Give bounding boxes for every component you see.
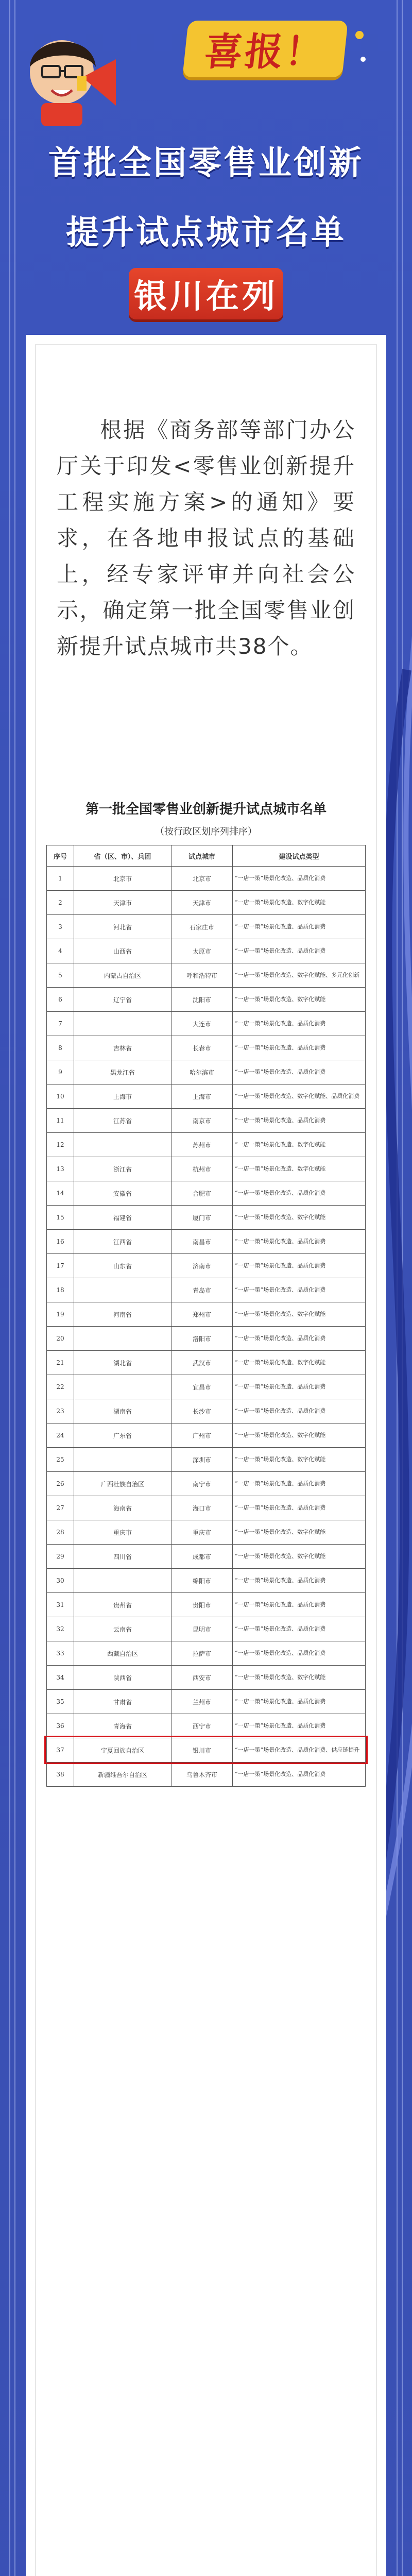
table-header-row — [47, 845, 366, 867]
table-row — [47, 1448, 366, 1472]
cell-city: 银川市 — [171, 1738, 233, 1762]
cell-no: 19 — [47, 1302, 74, 1327]
table-row — [47, 1351, 366, 1375]
document-card — [26, 335, 386, 2576]
cell-province: 上海市 — [74, 1084, 171, 1109]
table-row — [47, 1762, 366, 1787]
cell-no: 22 — [47, 1375, 74, 1399]
cell-type: “一店一策”场景化改造、品质化消费 — [233, 1375, 366, 1399]
cell-type: “一店一策”场景化改造、数字化赋能 — [233, 1133, 366, 1157]
cell-type: “一店一策”场景化改造、品质化消费 — [233, 1593, 366, 1617]
cell-city: 拉萨市 — [171, 1641, 233, 1666]
cell-type: “一店一策”场景化改造、数字化赋能 — [233, 1448, 366, 1472]
cell-province: 安徽省 — [74, 1181, 171, 1206]
cell-no: 29 — [47, 1545, 74, 1569]
cell-no: 12 — [47, 1133, 74, 1157]
table-row — [47, 1254, 366, 1278]
cell-type: “一店一策”场景化改造、品质化消费 — [233, 1060, 366, 1084]
cell-type: “一店一策”场景化改造、数字化赋能 — [233, 1666, 366, 1690]
cell-type: “一店一策”场景化改造、数字化赋能 — [233, 1520, 366, 1545]
cell-province: 吉林省 — [74, 1036, 171, 1060]
cell-no: 3 — [47, 915, 74, 939]
cell-no: 13 — [47, 1157, 74, 1181]
cell-province: 湖北省 — [74, 1351, 171, 1375]
cell-province: 江西省 — [74, 1230, 171, 1254]
cell-no: 15 — [47, 1206, 74, 1230]
cell-city: 西宁市 — [171, 1714, 233, 1738]
table-row — [47, 1230, 366, 1254]
table-row — [47, 1060, 366, 1084]
table-row — [47, 1690, 366, 1714]
cell-province: 天津市 — [74, 891, 171, 915]
cell-city: 厦门市 — [171, 1206, 233, 1230]
cell-no: 5 — [47, 963, 74, 988]
cell-province: 内蒙古自治区 — [74, 963, 171, 988]
cell-province: 陕西省 — [74, 1666, 171, 1690]
cell-type: “一店一策”场景化改造、品质化消费 — [233, 1327, 366, 1351]
cell-province: 浙江省 — [74, 1157, 171, 1181]
cell-city: 洛阳市 — [171, 1327, 233, 1351]
cell-province: 广西壮族自治区 — [74, 1472, 171, 1496]
cell-type: “一店一策”场景化改造、数字化赋能、多元化创新 — [233, 963, 366, 988]
cell-type: “一店一策”场景化改造、品质化消费 — [233, 1762, 366, 1787]
mascot-with-megaphone-icon — [21, 15, 124, 129]
cell-no: 35 — [47, 1690, 74, 1714]
table-row — [47, 963, 366, 988]
cell-city: 南京市 — [171, 1109, 233, 1133]
cell-city: 贵阳市 — [171, 1593, 233, 1617]
cell-no: 27 — [47, 1496, 74, 1520]
cell-province: 青海省 — [74, 1714, 171, 1738]
cell-city: 青岛市 — [171, 1278, 233, 1302]
cell-city: 大连市 — [171, 1012, 233, 1036]
cell-province: 湖南省 — [74, 1399, 171, 1423]
yinchuan-highlight-box — [44, 1736, 368, 1764]
cell-no: 36 — [47, 1714, 74, 1738]
cell-type: “一店一策”场景化改造、品质化消费 — [233, 1230, 366, 1254]
cell-city: 天津市 — [171, 891, 233, 915]
cell-type: “一店一策”场景化改造、品质化消费 — [233, 915, 366, 939]
title-line-1: 首批全国零售业创新 — [48, 144, 364, 182]
table-row — [47, 1714, 366, 1738]
cell-no: 21 — [47, 1351, 74, 1375]
table-row — [47, 867, 366, 891]
cell-city: 深圳市 — [171, 1448, 233, 1472]
table-row — [47, 1327, 366, 1351]
cell-no: 32 — [47, 1617, 74, 1641]
cell-province: 福建省 — [74, 1206, 171, 1230]
cell-province: 甘肃省 — [74, 1690, 171, 1714]
cell-no: 11 — [47, 1109, 74, 1133]
cell-city: 哈尔滨市 — [171, 1060, 233, 1084]
list-title: 第一批全国零售业创新提升试点城市名单 — [85, 802, 327, 817]
table-row — [47, 1302, 366, 1327]
cell-no: 37 — [47, 1738, 74, 1762]
col-header-city: 试点城市 — [171, 845, 233, 867]
cell-no: 24 — [47, 1423, 74, 1448]
decor-dot — [360, 57, 366, 62]
cell-type: “一店一策”场景化改造、品质化消费 — [233, 939, 366, 963]
col-header-no: 序号 — [47, 845, 74, 867]
table-row — [47, 1399, 366, 1423]
table-row — [47, 1036, 366, 1060]
cell-no: 23 — [47, 1399, 74, 1423]
cell-no: 9 — [47, 1060, 74, 1084]
cell-no: 26 — [47, 1472, 74, 1496]
cell-type: “一店一策”场景化改造、品质化消费 — [233, 1254, 366, 1278]
table-row — [47, 1109, 366, 1133]
cell-city: 太原市 — [171, 939, 233, 963]
intro-paragraph: 根据《商务部等部门办公厅关于印发<零售业创新提升工程实施方案>的通知》要求，在各地申报试点的基础上，经专家评审并向社会公示，确定第一批全国零售业创新提升试点城市共38个。 — [57, 417, 355, 659]
cell-type: “一店一策”场景化改造、数字化赋能 — [233, 1351, 366, 1375]
cell-type: “一店一策”场景化改造、数字化赋能 — [233, 1302, 366, 1327]
table-row — [47, 988, 366, 1012]
cell-province: 河南省 — [74, 1302, 171, 1327]
table-row — [47, 1278, 366, 1302]
cell-province: 北京市 — [74, 867, 171, 891]
cell-city: 重庆市 — [171, 1520, 233, 1545]
cell-no: 4 — [47, 939, 74, 963]
cell-no: 1 — [47, 867, 74, 891]
cell-no: 14 — [47, 1181, 74, 1206]
cell-no: 7 — [47, 1012, 74, 1036]
cell-type: “一店一策”场景化改造、品质化消费 — [233, 1181, 366, 1206]
cell-city: 呼和浩特市 — [171, 963, 233, 988]
cell-type: “一店一策”场景化改造、数字化赋能 — [233, 1157, 366, 1181]
cell-type: “一店一策”场景化改造、数字化赋能 — [233, 988, 366, 1012]
cell-type: “一店一策”场景化改造、品质化消费 — [233, 1036, 366, 1060]
cell-province: 山西省 — [74, 939, 171, 963]
cell-province — [74, 1278, 171, 1302]
cell-city: 绵阳市 — [171, 1569, 233, 1593]
table-row — [47, 1545, 366, 1569]
cell-city: 沈阳市 — [171, 988, 233, 1012]
cell-no: 18 — [47, 1278, 74, 1302]
cell-city: 武汉市 — [171, 1351, 233, 1375]
cell-type: “一店一策”场景化改造、数字化赋能 — [233, 1423, 366, 1448]
table-row — [47, 1617, 366, 1641]
badge-title: 喜报！ — [182, 21, 348, 77]
cell-no: 16 — [47, 1230, 74, 1254]
cell-type: “一店一策”场景化改造、品质化消费 — [233, 1690, 366, 1714]
cell-type: “一店一策”场景化改造、品质化消费 — [233, 1496, 366, 1520]
cell-province: 黑龙江省 — [74, 1060, 171, 1084]
cell-city: 海口市 — [171, 1496, 233, 1520]
cell-city: 昆明市 — [171, 1617, 233, 1641]
cell-type: “一店一策”场景化改造、品质化消费 — [233, 1714, 366, 1738]
list-subtitle: （按行政区划序列排序） — [155, 826, 257, 837]
table-row — [47, 1012, 366, 1036]
cell-city: 长沙市 — [171, 1399, 233, 1423]
table-row — [47, 1084, 366, 1109]
cell-no: 38 — [47, 1762, 74, 1787]
city-list-table — [46, 845, 366, 1787]
table-row — [47, 891, 366, 915]
cell-no: 6 — [47, 988, 74, 1012]
cell-type: “一店一策”场景化改造、品质化消费 — [233, 1617, 366, 1641]
cell-province: 山东省 — [74, 1254, 171, 1278]
cell-city: 广州市 — [171, 1423, 233, 1448]
table-row — [47, 1472, 366, 1496]
cell-city: 郑州市 — [171, 1302, 233, 1327]
cell-city: 杭州市 — [171, 1157, 233, 1181]
cell-no: 31 — [47, 1593, 74, 1617]
cell-no: 33 — [47, 1641, 74, 1666]
yinchuan-ribbon: 银川在列 — [129, 268, 283, 319]
cell-province — [74, 1133, 171, 1157]
table-row — [47, 1520, 366, 1545]
cell-city: 长春市 — [171, 1036, 233, 1060]
cell-province: 云南省 — [74, 1617, 171, 1641]
cell-province — [74, 1012, 171, 1036]
cell-type: “一店一策”场景化改造、品质化消费 — [233, 1641, 366, 1666]
table-row — [47, 915, 366, 939]
cell-city: 乌鲁木齐市 — [171, 1762, 233, 1787]
cell-city: 南昌市 — [171, 1230, 233, 1254]
table-row — [47, 939, 366, 963]
cell-province — [74, 1569, 171, 1593]
cell-province: 四川省 — [74, 1545, 171, 1569]
cell-province: 河北省 — [74, 915, 171, 939]
cell-no: 28 — [47, 1520, 74, 1545]
cell-province: 重庆市 — [74, 1520, 171, 1545]
cell-no: 2 — [47, 891, 74, 915]
table-row — [47, 1157, 366, 1181]
table-row — [47, 1375, 366, 1399]
cell-province: 辽宁省 — [74, 988, 171, 1012]
table-row — [47, 1569, 366, 1593]
col-header-type: 建设试点类型 — [233, 845, 366, 867]
table-row — [47, 1181, 366, 1206]
table-row — [47, 1133, 366, 1157]
cell-type: “一店一策”场景化改造、品质化消费 — [233, 1012, 366, 1036]
cell-no: 25 — [47, 1448, 74, 1472]
cell-no: 34 — [47, 1666, 74, 1690]
cell-type: “一店一策”场景化改造、品质化消费 — [233, 1569, 366, 1593]
cell-city: 北京市 — [171, 867, 233, 891]
cell-no: 17 — [47, 1254, 74, 1278]
cell-province — [74, 1375, 171, 1399]
decor-dot — [355, 31, 364, 39]
table-row — [47, 1496, 366, 1520]
cell-type: “一店一策”场景化改造、数字化赋能、品质化消费 — [233, 1084, 366, 1109]
table-row — [47, 1666, 366, 1690]
cell-province: 海南省 — [74, 1496, 171, 1520]
cell-city: 苏州市 — [171, 1133, 233, 1157]
cell-province — [74, 1448, 171, 1472]
cell-province: 广东省 — [74, 1423, 171, 1448]
table-row — [47, 1593, 366, 1617]
cell-no: 20 — [47, 1327, 74, 1351]
cell-city: 宜昌市 — [171, 1375, 233, 1399]
cell-city: 合肥市 — [171, 1181, 233, 1206]
cell-city: 西安市 — [171, 1666, 233, 1690]
cell-type: “一店一策”场景化改造、品质化消费、供应链提升 — [233, 1738, 366, 1762]
cell-province: 西藏自治区 — [74, 1641, 171, 1666]
cell-province: 新疆维吾尔自治区 — [74, 1762, 171, 1787]
cell-type: “一店一策”场景化改造、品质化消费 — [233, 1472, 366, 1496]
cell-type: “一店一策”场景化改造、品质化消费 — [233, 1109, 366, 1133]
cell-type: “一店一策”场景化改造、品质化消费 — [233, 1278, 366, 1302]
col-header-province: 省（区、市）、兵团 — [74, 845, 171, 867]
cell-no: 8 — [47, 1036, 74, 1060]
cell-province: 江苏省 — [74, 1109, 171, 1133]
cell-no: 10 — [47, 1084, 74, 1109]
cell-type: “一店一策”场景化改造、数字化赋能 — [233, 891, 366, 915]
cell-city: 上海市 — [171, 1084, 233, 1109]
table-row — [47, 1206, 366, 1230]
cell-city: 石家庄市 — [171, 915, 233, 939]
table-row — [47, 1641, 366, 1666]
title-line-2: 提升试点城市名单 — [66, 214, 346, 252]
cell-type: “一店一策”场景化改造、品质化消费 — [233, 1399, 366, 1423]
cell-type: “一店一策”场景化改造、品质化消费 — [233, 867, 366, 891]
cell-province: 贵州省 — [74, 1593, 171, 1617]
cell-province: 宁夏回族自治区 — [74, 1738, 171, 1762]
cell-city: 成都市 — [171, 1545, 233, 1569]
cell-province — [74, 1327, 171, 1351]
cell-city: 兰州市 — [171, 1690, 233, 1714]
cell-no: 30 — [47, 1569, 74, 1593]
cell-city: 南宁市 — [171, 1472, 233, 1496]
table-row — [47, 1423, 366, 1448]
cell-city: 济南市 — [171, 1254, 233, 1278]
cell-type: “一店一策”场景化改造、数字化赋能 — [233, 1545, 366, 1569]
cell-type: “一店一策”场景化改造、数字化赋能 — [233, 1206, 366, 1230]
